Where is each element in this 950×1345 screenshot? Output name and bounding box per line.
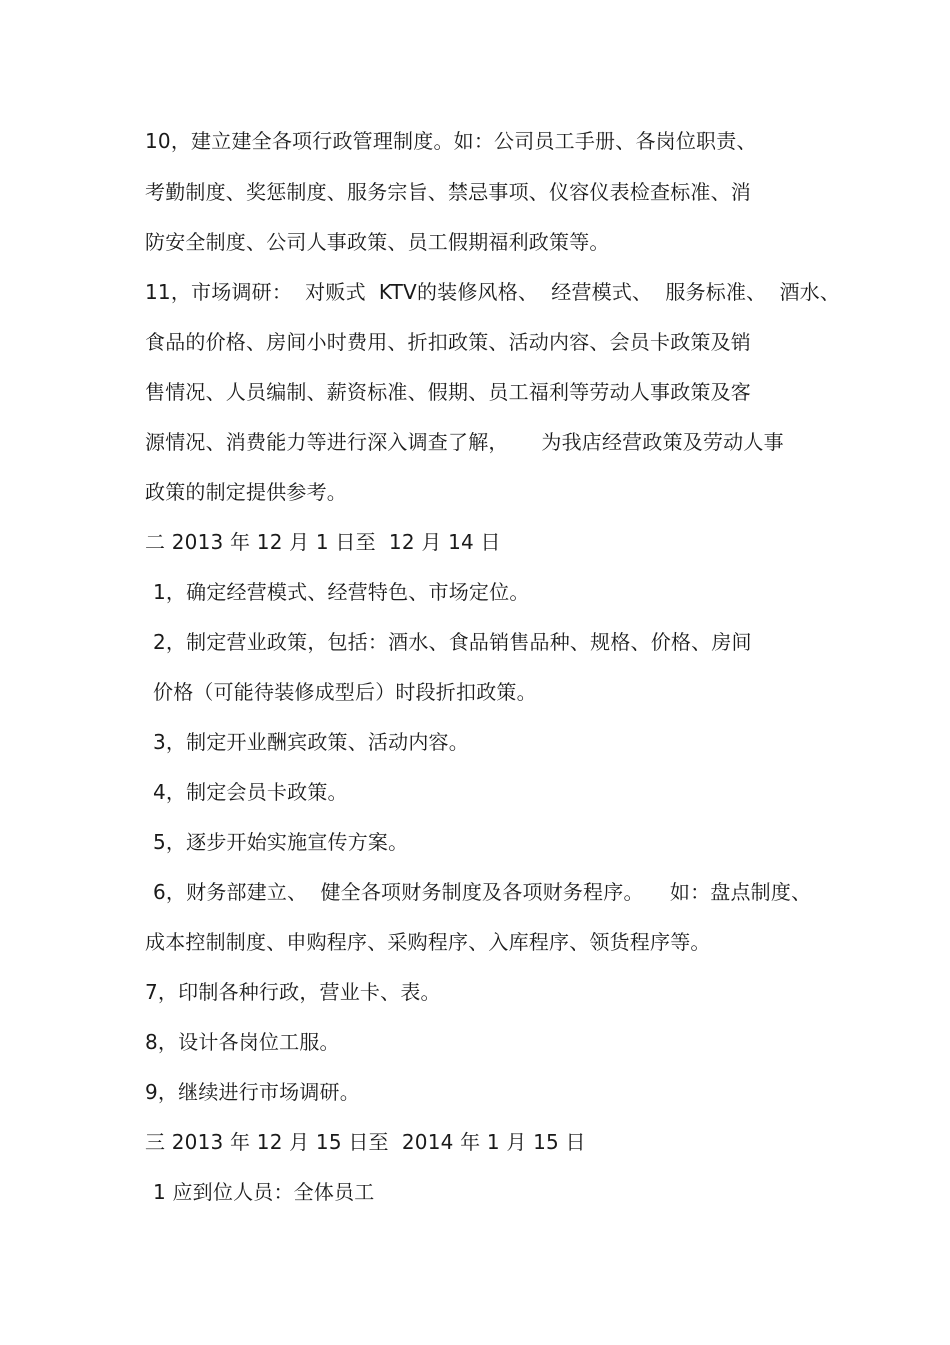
text-line-10: 1，确定经营模式、经营特色、市场定位。 [153,580,530,604]
text-line-22: 1 应到位人员：全体员工 [153,1180,375,1204]
text-line-5: 食品的价格、房间小时费用、折扣政策、活动内容、会员卡政策及销 [145,330,751,354]
text-line-6: 售情况、人员编制、薪资标准、假期、员工福利等劳动人事政策及客 [145,380,751,404]
text-line-13: 3，制定开业酬宾政策、活动内容。 [153,730,469,754]
text-line-20: 9，继续进行市场调研。 [145,1080,360,1104]
text-line-16: 6，财务部建立、 健全各项财务制度及各项财务程序。 如：盘点制度、 [153,880,812,904]
text-line-7: 源情况、消费能力等进行深入调查了解， 为我店经营政策及劳动人事 [145,430,784,454]
text-line-19: 8，设计各岗位工服。 [145,1030,340,1054]
text-line-8: 政策的制定提供参考。 [145,480,347,504]
text-line-2: 考勤制度、奖惩制度、服务宗旨、禁忌事项、仪容仪表检查标准、消 [145,180,751,204]
text-line-4: 11，市场调研： 对贩式 KTV的装修风格、 经营模式、 服务标准、 酒水、 [145,280,841,304]
text-line-11: 2，制定营业政策，包括：酒水、食品销售品种、规格、价格、房间 [153,630,752,654]
section-heading-2: 二 2013 年 12 月 1 日至 12 月 14 日 [145,530,501,554]
text-line-3: 防安全制度、公司人事政策、员工假期福利政策等。 [145,230,610,254]
text-line-14: 4，制定会员卡政策。 [153,780,348,804]
text-line-18: 7，印制各种行政，营业卡、表。 [145,980,441,1004]
text-line-1: 10，建立建全各项行政管理制度。如：公司员工手册、各岗位职责、 [145,129,757,153]
section-heading-3: 三 2013 年 12 月 15 日至 2014 年 1 月 15 日 [145,1130,586,1154]
text-line-12: 价格（可能待装修成型后）时段折扣政策。 [153,680,537,704]
text-line-15: 5，逐步开始实施宣传方案。 [153,830,409,854]
text-line-17: 成本控制制度、申购程序、采购程序、入库程序、领货程序等。 [145,930,711,954]
